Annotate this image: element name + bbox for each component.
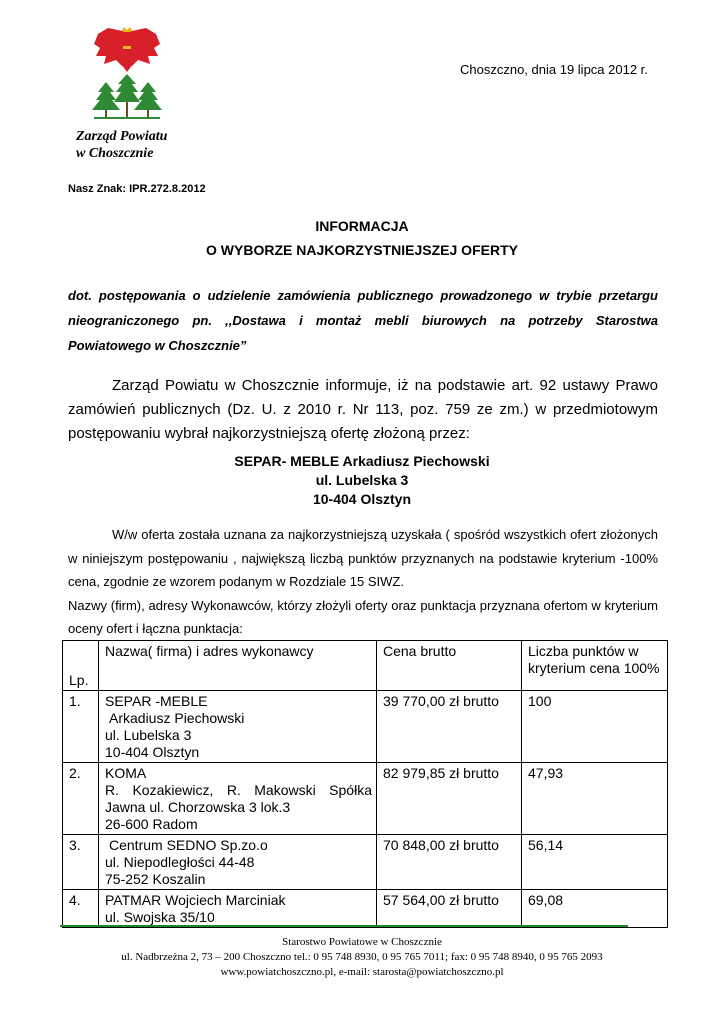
contractor-line: Arkadiusz Piechowski [109,710,245,726]
header-name: Nazwa( firma) i adres wykonawcy [99,641,377,691]
row-points: 69,08 [522,890,668,928]
subject-paragraph: dot. postępowania o udzielenie zamówienia publicznego prowadzonego w trybie przetargu nieograniczonego pn. ,,Dostawa i montaż mebli biurowych na potrzeby Starostwa Powiatowego w Choszcznie” [68,288,658,353]
reference-number: Nasz Znak: IPR.272.8.2012 [68,183,206,195]
contractor-line: SEPAR -MEBLE [105,693,208,709]
header-price: Cena brutto [377,641,522,691]
row-price: 39 770,00 zł brutto [377,691,522,763]
office-location: w Choszcznie [76,146,154,161]
contractor-line: R. Kozakiewicz, R. Makowski Spółka Jawna ul. Chorzowska 3 lok.3 [105,782,372,815]
header-lp: Lp. [63,641,99,691]
document-subtitle: O WYBORZE NAJKORZYSTNIEJSZEJ OFERTY [206,242,518,258]
row-lp: 4. [63,890,99,928]
document-title: INFORMACJA [315,218,409,234]
row-contractor [99,890,377,928]
table-row [63,691,668,763]
footer-address: ul. Nadbrzeżna 2, 73 – 200 Choszczno tel.: 0 95 748 8930, 0 95 765 7011; fax: 0 95 748 8940, 0 95 765 2093 [121,951,603,963]
contractor-line: ul. Lubelska 3 [105,727,192,743]
contractor-line: ul. Swojska 35/10 [105,909,215,925]
footer-divider [60,925,628,927]
table-header-row [63,641,668,691]
contractor-line: 26-600 Radom [105,816,198,832]
row-points: 47,93 [522,763,668,835]
justification-section [68,523,658,641]
row-contractor [99,691,377,763]
contractor-line: Centrum SEDNO Sp.zo.o [109,837,268,853]
header-points: Liczba punktów w kryterium cena 100% [522,641,668,691]
document-date: Choszczno, dnia 19 lipca 2012 r. [460,62,648,77]
row-contractor [99,835,377,890]
table-row [63,890,668,928]
selected-contractor [0,452,724,509]
justification-paragraph: W/w oferta została uznana za najkorzystniejszą uzyskała ( spośród wszystkich ofert złożonych w niniejszym postępowaniu , największą liczbą punktów przyznanych na podstawie kryterium -100% cena, zgodnie ze wzorem podanym w Rozdziale 15 SIWZ. [68,527,658,589]
row-price: 57 564,00 zł brutto [377,890,522,928]
issuing-office [76,128,167,162]
county-coat-of-arms-icon [88,26,166,122]
table-intro-paragraph: Nazwy (firm), adresy Wykonawców, którzy złożyli oferty oraz punktacja przyznana ofertom w kryterium oceny ofert i łączna punktacja: [68,597,658,636]
contractor-line: PATMAR Wojciech Marciniak [105,892,286,908]
contractor-line: ul. Niepodległości 44-48 [105,854,255,870]
row-points: 100 [522,691,668,763]
contractor-line: 10-404 Olsztyn [105,744,200,760]
office-name: Zarząd Powiatu [76,129,168,144]
selected-contractor-city: 10-404 Olsztyn [312,491,412,507]
offers-table [62,640,668,928]
selected-contractor-name: SEPAR- MEBLE Arkadiusz Piechowski [234,453,490,469]
selected-contractor-street: ul. Lubelska 3 [315,472,409,488]
row-lp: 3. [63,835,99,890]
intro-paragraph: Zarząd Powiatu w Choszcznie informuje, iż na podstawie art. 92 ustawy Prawo zamówień publicznych (Dz. U. z 2010 r. Nr 113, poz. 759 ze zm.) w przedmiotowym postępowaniu wybrał najkorzystniejszą ofertę złożoną przez: [68,377,658,442]
footer-office: Starostwo Powiatowe w Choszcznie [282,936,442,948]
row-lp: 2. [63,763,99,835]
row-contractor [99,763,377,835]
row-points: 56,14 [522,835,668,890]
row-lp: 1. [63,691,99,763]
contractor-line: 75-252 Koszalin [105,871,206,887]
contractor-line: KOMA [105,765,147,781]
row-price: 82 979,85 zł brutto [377,763,522,835]
table-row [63,835,668,890]
row-price: 70 848,00 zł brutto [377,835,522,890]
table-row [63,763,668,835]
page-footer [0,935,724,980]
footer-contact: www.powiatchoszczno.pl, e-mail: starosta@powiatchoszczno.pl [220,966,504,978]
